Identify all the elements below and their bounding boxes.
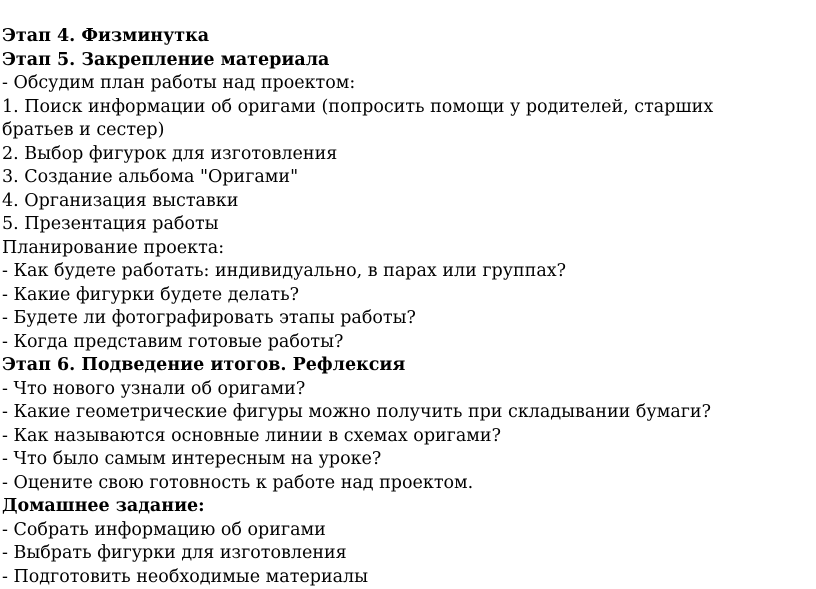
- list-item: 1. Поиск информации об оригами (попросить помощи у родителей, старших: [2, 96, 814, 120]
- heading-homework: Домашнее задание:: [2, 495, 814, 519]
- list-item: - Какие геометрические фигуры можно получить при складывании бумаги?: [2, 401, 814, 425]
- list-item: - Выбрать фигурки для изготовления: [2, 542, 814, 566]
- list-item: 5. Презентация работы: [2, 213, 814, 237]
- text-line: - Обсудим план работы над проектом:: [2, 72, 814, 96]
- list-item: - Как будете работать: индивидуально, в парах или группах?: [2, 260, 814, 284]
- list-item: - Оцените свою готовность к работе над проектом.: [2, 472, 814, 496]
- list-item: - Что нового узнали об оригами?: [2, 378, 814, 402]
- heading-stage-4: Этап 4. Физминутка: [2, 25, 814, 49]
- subheading-planning: Планирование проекта:: [2, 237, 814, 261]
- heading-stage-5: Этап 5. Закрепление материала: [2, 49, 814, 73]
- list-item: - Какие фигурки будете делать?: [2, 284, 814, 308]
- list-item: - Когда представим готовые работы?: [2, 331, 814, 355]
- list-item: - Как называются основные линии в схемах оригами?: [2, 425, 814, 449]
- heading-stage-6: Этап 6. Подведение итогов. Рефлексия: [2, 354, 814, 378]
- list-item: - Будете ли фотографировать этапы работы?: [2, 307, 814, 331]
- list-item: - Что было самым интересным на уроке?: [2, 448, 814, 472]
- list-item: 3. Создание альбома "Оригами": [2, 166, 814, 190]
- list-item: - Собрать информацию об оригами: [2, 519, 814, 543]
- text-line: братьев и сестер): [2, 119, 814, 143]
- list-item: 2. Выбор фигурок для изготовления: [2, 143, 814, 167]
- document-page: [2, 25, 814, 589]
- list-item: 4. Организация выставки: [2, 190, 814, 214]
- list-item: - Подготовить необходимые материалы: [2, 566, 814, 589]
